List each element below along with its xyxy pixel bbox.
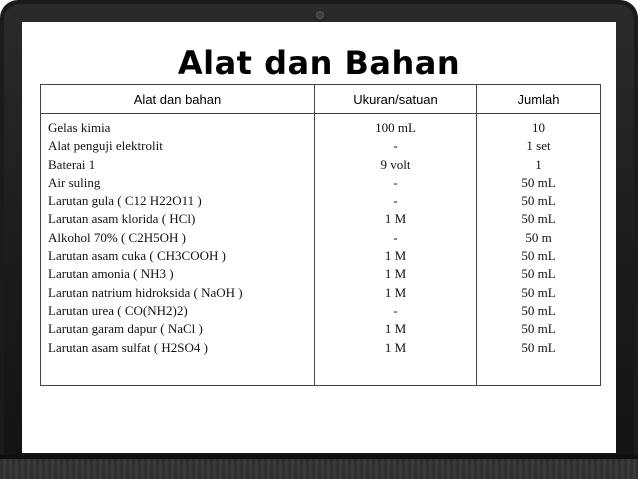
qty-cell: 50 mL: [521, 321, 556, 337]
item-cell: Larutan amonia ( NH3 ): [48, 266, 174, 282]
qty-cell: 50 mL: [521, 193, 556, 209]
item-cell: Gelas kimia: [48, 120, 111, 135]
size-column: [315, 114, 477, 357]
qty-cell: 50 mL: [521, 248, 556, 264]
item-cell: Larutan gula ( C12 H22O11 ): [48, 193, 202, 209]
qty-column: [477, 114, 601, 357]
size-cell: 1 M: [384, 266, 407, 282]
laptop-base: [0, 459, 638, 479]
materials-table: [40, 84, 601, 386]
table-header-row: [41, 85, 601, 114]
item-cell: Alat penguji elektrolit: [48, 138, 163, 154]
size-cell: 1 M: [384, 284, 407, 300]
item-column: [41, 114, 315, 357]
qty-cell: 50 mL: [521, 211, 556, 227]
size-cell: 1 M: [384, 211, 407, 227]
qty-cell: 1 set: [526, 138, 551, 154]
size-cell: -: [393, 302, 398, 318]
size-cell: -: [393, 138, 398, 154]
qty-cell: 50 mL: [521, 339, 556, 355]
qty-cell: 50 mL: [521, 266, 556, 282]
qty-cell: 50 mL: [521, 174, 556, 190]
header-item: Alat dan bahan: [41, 85, 315, 114]
qty-cell: 50 m: [525, 229, 552, 245]
item-cell: Larutan asam cuka ( CH3COOH ): [48, 248, 226, 264]
header-size: Ukuran/satuan: [315, 85, 477, 114]
item-cell: Larutan urea ( CO(NH2)2): [48, 302, 188, 318]
slide-screen: [22, 22, 616, 453]
item-cell: Larutan garam dapur ( NaCl ): [48, 321, 203, 337]
qty-cell: 1: [535, 156, 542, 172]
table-bottom-spacer: [41, 357, 601, 386]
item-cell: Larutan natrium hidroksida ( NaOH ): [48, 284, 243, 300]
qty-cell: 50 mL: [521, 284, 556, 300]
webcam-icon: [316, 11, 324, 19]
item-cell: Larutan asam klorida ( HCl): [48, 211, 196, 227]
item-cell: Larutan asam sulfat ( H2SO4 ): [48, 339, 208, 355]
size-cell: 9 volt: [380, 156, 411, 172]
item-cell: Air suling: [48, 174, 101, 190]
slide-title: Alat dan Bahan: [177, 44, 461, 82]
item-cell: Alkohol 70% ( C2H5OH ): [48, 229, 186, 245]
size-cell: 1 M: [384, 339, 407, 355]
table-body: [41, 114, 601, 357]
size-cell: -: [393, 174, 398, 190]
size-cell: 1 M: [384, 321, 407, 337]
size-cell: 1 M: [384, 248, 407, 264]
qty-cell: 50 mL: [521, 302, 556, 318]
size-cell: -: [393, 229, 398, 245]
header-qty: Jumlah: [477, 85, 601, 114]
qty-cell: 10: [532, 120, 545, 135]
size-cell: 100 mL: [375, 120, 416, 135]
item-cell: Baterai 1: [48, 156, 96, 172]
size-cell: -: [393, 193, 398, 209]
